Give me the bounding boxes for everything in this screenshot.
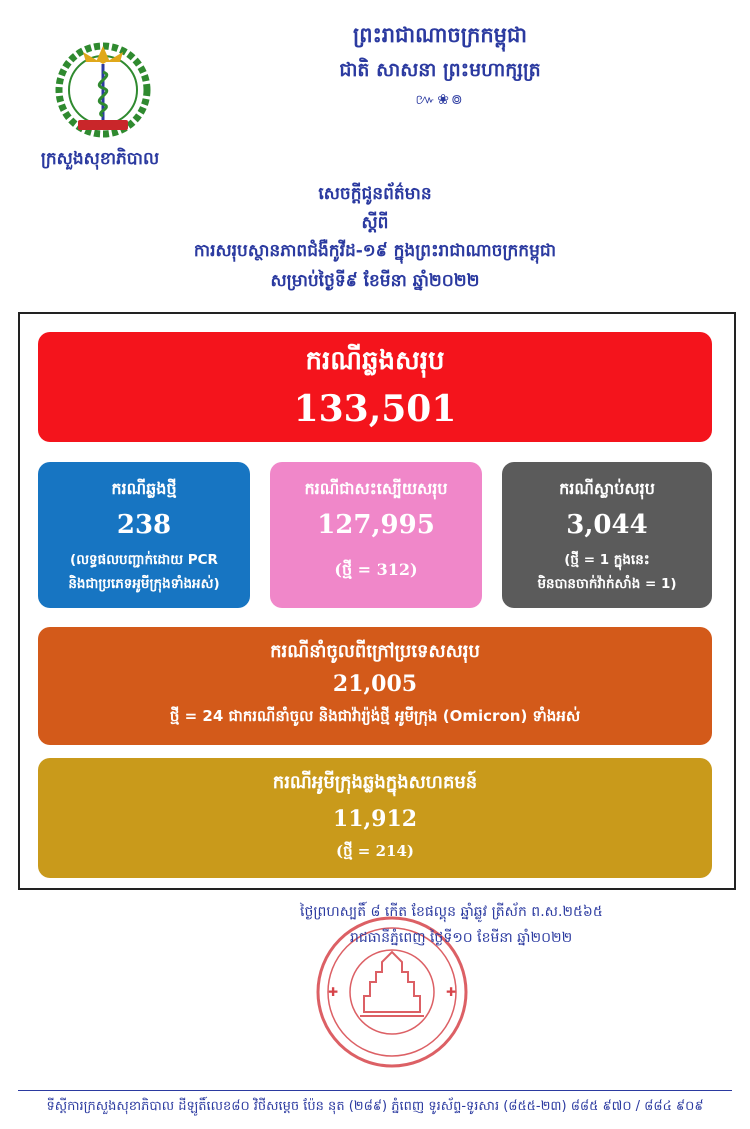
recovered-box xyxy=(270,462,482,608)
new-cases-label: ករណីឆ្លងថ្មី xyxy=(111,479,177,498)
recovered-label: ករណីជាសះស្បើយសរុប xyxy=(304,479,448,498)
total-cases-value: 133,501 xyxy=(293,388,457,430)
footer-divider xyxy=(18,1090,732,1091)
ornament-divider: ៚❀៙ xyxy=(415,92,465,108)
omicron-community-value: 11,912 xyxy=(332,806,418,832)
deaths-note-line1: (ថ្មី = 1 ក្នុងនេះ xyxy=(564,552,650,568)
new-cases-value: 238 xyxy=(116,510,172,540)
new-cases-note-line1: (លទ្ធផលបញ្ជាក់ដោយ PCR xyxy=(70,552,218,568)
imported-cases-value: 21,005 xyxy=(332,671,418,697)
national-motto: ជាតិ សាសនា ព្រះមហាក្សត្រ xyxy=(339,59,541,81)
document-subject-prefix: ស្តីពី xyxy=(361,213,389,233)
ministry-name: ក្រសួងសុខាភិបាល xyxy=(40,149,160,169)
new-cases-note xyxy=(42,548,246,596)
document-date: សម្រាប់ថ្ងៃទី៩ ខែមីនា ឆ្នាំ២០២២ xyxy=(270,271,480,291)
new-cases-box xyxy=(38,462,250,608)
deaths-box xyxy=(502,462,712,608)
deaths-note xyxy=(506,548,708,596)
deaths-note-line2: មិនបានចាក់វ៉ាក់សាំង = 1) xyxy=(537,576,677,592)
new-cases-note-line2: និងជាប្រភេទអូមីក្រុងទាំងអស់) xyxy=(68,576,220,592)
total-cases-box xyxy=(38,332,712,442)
lunar-date: ថ្ងៃព្រហស្បតិ៍ ៨ កើត ខែផល្គុន ឆ្នាំឆ្លូវ ត្រីស័ក ព.ស.២៥៦៥ xyxy=(300,904,603,920)
svg-text:✚: ✚ xyxy=(328,985,339,999)
imported-cases-note: ថ្មី = 24 ជាករណីនាំចូល និងជាវ៉ារ្យ៉ង់ថ្មី អូមីក្រុង (Omicron) ទាំងអស់ xyxy=(169,707,581,725)
document-type: សេចក្តីជូនព័ត៌មាន xyxy=(318,184,432,204)
document-subject: ការសរុបស្ថានភាពជំងឺកូវីដ-១៩ ក្នុងព្រះរាជាណាចក្រកម្ពុជា xyxy=(193,241,557,261)
solar-date: រាជធានីភ្នំពេញ ថ្ងៃទី១០ ខែមីនា ឆ្នាំ២០២២ xyxy=(350,930,573,946)
imported-cases-box xyxy=(38,627,712,745)
total-cases-label: ករណីឆ្លងសរុប xyxy=(305,346,445,376)
svg-text:✚: ✚ xyxy=(446,985,457,999)
deaths-value: 3,044 xyxy=(566,510,648,540)
recovered-value: 127,995 xyxy=(317,510,435,540)
ministry-address: ទីស្តីការក្រសួងសុខាភិបាល ដីឡូតិ៍លេខ៨០ វិថីសម្តេច ប៉ែន នុត (២៨៩) ភ្នំពេញ ទូរស័ព្ទ-ទូរសារ (៨៥៥-២៣) ៨៨៥ ៩៧០ / ៨៨៤ ៩០៩ xyxy=(46,1099,704,1114)
omicron-community-note: (ថ្មី = 214) xyxy=(335,842,415,860)
deaths-label: ករណីស្លាប់សរុប xyxy=(559,479,655,498)
ministry-emblem-icon xyxy=(48,32,158,142)
kingdom-title: ព្រះរាជាណាចក្រកម្ពុជា xyxy=(352,23,527,47)
imported-cases-label: ករណីនាំចូលពីក្រៅប្រទេសសរុប xyxy=(270,641,480,662)
omicron-community-label: ករណីអូមីក្រុងឆ្លងក្នុងសហគមន៍ xyxy=(272,772,478,793)
recovered-note: (ថ្មី = 312) xyxy=(334,560,418,579)
omicron-community-box xyxy=(38,758,712,878)
